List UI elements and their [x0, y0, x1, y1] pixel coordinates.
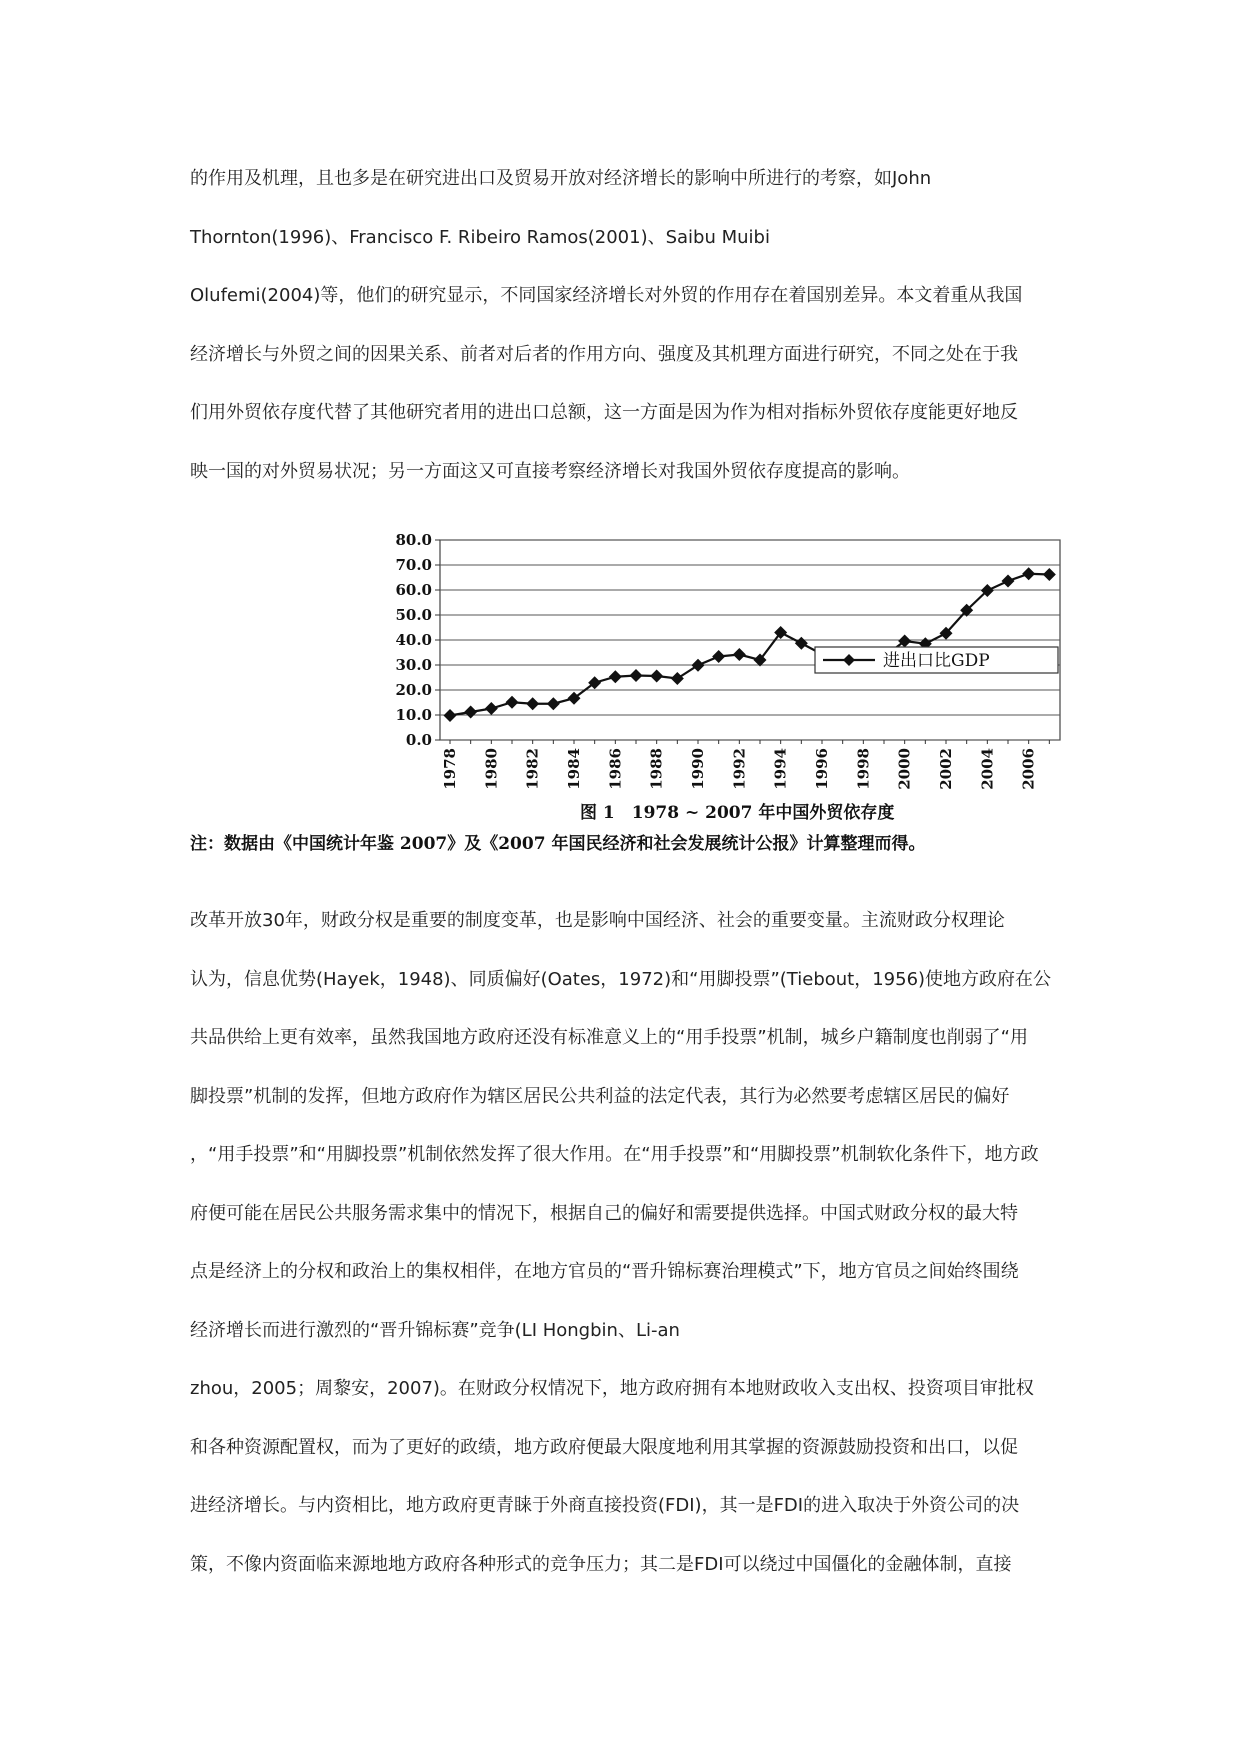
- x-tick-label: 2002: [937, 748, 955, 790]
- text-line: 脚投票”机制的发挥，但地方政府作为辖区居民公共利益的法定代表，其行为必然要考虑辖区居民的偏好: [190, 1085, 1010, 1107]
- data-point: [733, 648, 746, 661]
- x-tick-label: 1988: [647, 748, 666, 790]
- text-line: 认为，信息优势(Hayek，1948)、同质偏好(Oates，1972)和“用脚投票”(Tiebout，1956)使地方政府在公: [190, 968, 1052, 990]
- text-line: 经济增长而进行激烈的“晋升锦标赛”竞争(LI Hongbin、Li-an: [190, 1319, 680, 1341]
- y-tick-label: 20.0: [395, 681, 432, 699]
- figure-note: 注：数据由《中国统计年鉴 2007》及《2007 年国民经济和社会发展统计公报》计算整理而得。: [190, 834, 926, 854]
- data-point: [526, 697, 539, 710]
- x-tick-label: 1984: [565, 748, 583, 790]
- x-tick-label: 1986: [606, 748, 625, 790]
- x-tick-label: 2004: [978, 748, 997, 790]
- data-point: [506, 696, 519, 709]
- x-tick-label: 2006: [1019, 748, 1038, 790]
- text-line: 经济增长与外贸之间的因果关系、前者对后者的作用方向、强度及其机理方面进行研究，不同之处在于我: [190, 343, 1018, 365]
- legend-label: 进出口比GDP: [883, 651, 990, 671]
- data-point: [671, 672, 684, 685]
- y-tick-label: 70.0: [395, 556, 432, 574]
- y-tick-label: 40.0: [395, 631, 432, 649]
- text-line: 映一国的对外贸易状况；另一方面这又可直接考察经济增长对我国外贸依存度提高的影响。: [190, 460, 910, 482]
- text-line: zhou，2005；周黎安，2007)。在财政分权情况下，地方政府拥有本地财政收入支出权、投资项目审批权: [190, 1378, 1034, 1399]
- y-tick-label: 60.0: [395, 581, 432, 599]
- chart-gridlines: [440, 540, 1060, 740]
- x-tick-label: 1982: [523, 748, 542, 790]
- x-tick-label: 1994: [771, 748, 790, 790]
- x-tick-label: 2000: [895, 748, 914, 790]
- data-point: [1022, 567, 1035, 580]
- y-tick-label: 10.0: [395, 706, 432, 724]
- text-line: ，“用手投票”和“用脚投票”机制依然发挥了很大作用。在“用手投票”和“用脚投票”机制软化条件下，地方政: [190, 1144, 1039, 1165]
- data-point: [1002, 575, 1015, 588]
- data-point: [444, 709, 457, 722]
- data-point: [547, 697, 560, 710]
- text-line: 府便可能在居民公共服务需求集中的情况下，根据自己的偏好和需要提供选择。中国式财政分权的最大特: [190, 1202, 1018, 1224]
- y-tick-label: 50.0: [395, 606, 432, 624]
- x-tick-label: 1998: [854, 748, 873, 790]
- y-tick-label: 0.0: [405, 731, 432, 749]
- y-tick-label: 80.0: [395, 531, 432, 549]
- text-line: 的作用及机理，且也多是在研究进出口及贸易开放对经济增长的影响中所进行的考察，如John: [190, 168, 932, 189]
- x-tick-label: 1996: [813, 748, 831, 790]
- data-point: [650, 670, 663, 683]
- paragraph-2: [190, 892, 1055, 1594]
- figure-caption: 图 1 1978 ~ 2007 年中国外贸依存度: [580, 803, 895, 823]
- x-tick-label: 1990: [689, 748, 707, 790]
- trade-dependency-chart: [395, 525, 1075, 820]
- x-tick-label: 1980: [482, 748, 501, 790]
- series-line: [450, 574, 1049, 716]
- x-tick-label: 1978: [441, 748, 459, 790]
- text-line: Thornton(1996)、Francisco F. Ribeiro Ramos(2001)、Saibu Muibi: [190, 226, 770, 248]
- paragraph-1: [190, 150, 1055, 501]
- data-point: [609, 670, 622, 683]
- text-line: 和各种资源配置权，而为了更好的政绩，地方政府便最大限度地利用其掌握的资源鼓励投资和出口，以促: [190, 1436, 1018, 1458]
- data-point: [1043, 568, 1056, 581]
- data-point: [795, 637, 808, 650]
- text-line: 进经济增长。与内资相比，地方政府更青睐于外商直接投资(FDI)，其一是FDI的进入取决于外资公司的决: [190, 1495, 1020, 1516]
- data-point: [712, 650, 725, 663]
- chart-legend: [815, 647, 1058, 673]
- data-point: [630, 669, 643, 682]
- text-line: 策，不像内资面临来源地地方政府各种形式的竞争压力；其二是FDI可以绕过中国僵化的金融体制，直接: [190, 1553, 1012, 1575]
- text-line: 们用外贸依存度代替了其他研究者用的进出口总额，这一方面是因为作为相对指标外贸依存度能更好地反: [190, 402, 1018, 423]
- data-point: [692, 659, 705, 672]
- x-tick-label: 1992: [730, 748, 749, 790]
- data-point: [464, 706, 477, 719]
- text-line: 共品供给上更有效率，虽然我国地方政府还没有标准意义上的“用手投票”机制，城乡户籍制度也削弱了“用: [190, 1027, 1028, 1048]
- text-line: Olufemi(2004)等，他们的研究显示，不同国家经济增长对外贸的作用存在着国别差异。本文着重从我国: [190, 285, 1023, 306]
- text-line: 点是经济上的分权和政治上的集权相伴，在地方官员的“晋升锦标赛治理模式”下，地方官员之间始终围绕: [190, 1261, 1019, 1282]
- y-tick-label: 30.0: [395, 656, 432, 674]
- data-point: [485, 702, 498, 715]
- text-line: 改革开放30年，财政分权是重要的制度变革，也是影响中国经济、社会的重要变量。主流财政分权理论: [190, 910, 1005, 931]
